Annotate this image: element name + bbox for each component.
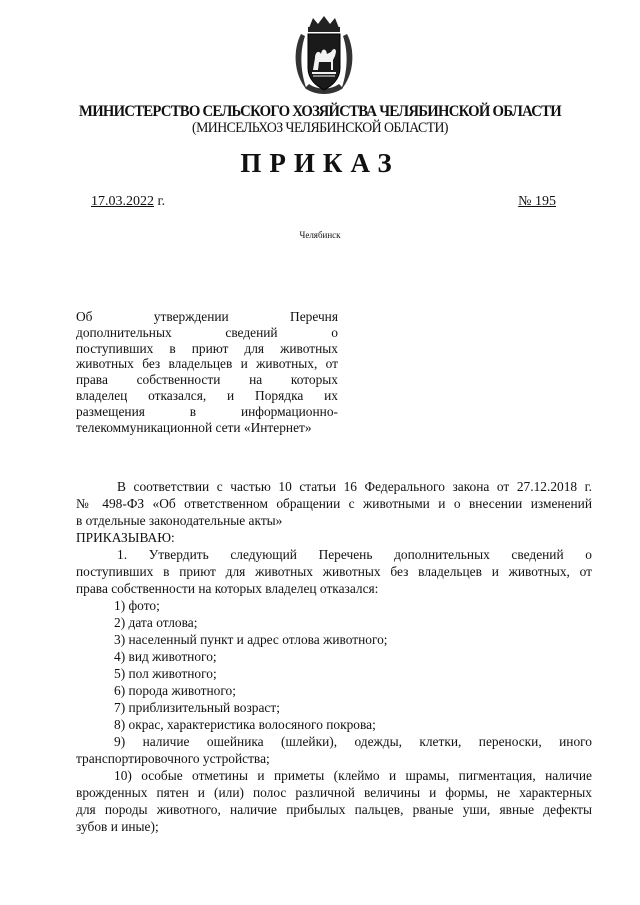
date-suffix: г. bbox=[154, 194, 166, 209]
list-item: 3) населенный пункт и адрес отлова животного; bbox=[114, 632, 388, 647]
subject-line: размещения в информационно- bbox=[76, 403, 338, 419]
paragraph-1-line: права собственности на которых владелец отказался: bbox=[76, 581, 379, 596]
list-item: 1) фото; bbox=[114, 598, 160, 613]
list-item: 6) порода животного; bbox=[114, 683, 236, 698]
date-value: 17.03.2022 bbox=[91, 194, 154, 209]
list-item-10-line: зубов и иные); bbox=[76, 819, 159, 834]
list-item-10-line: для породы животного, наличие прибылых пальцев, рваные уши, явные дефекты bbox=[76, 802, 592, 817]
order-subject bbox=[76, 309, 338, 435]
list-item-10-line: врожденных пятен и (или) полос различной величины и формы, не характерных bbox=[76, 785, 592, 800]
list-item-9-line: транспортировочного устройства; bbox=[76, 751, 270, 766]
paragraph-1-line: поступивших в приют для животных животных без владельцев и животных, от bbox=[76, 564, 592, 579]
document-date bbox=[91, 194, 165, 210]
document-number bbox=[518, 194, 556, 210]
paragraph-1-line: 1. Утвердить следующий Перечень дополнительных сведений о bbox=[117, 547, 592, 562]
list-item-10-line: 10) особые отметины и приметы (клеймо и шрамы, пигментация, наличие bbox=[114, 768, 592, 783]
preamble-line: № 498-ФЗ «Об ответственном обращении с животными и о внесении изменений bbox=[76, 496, 592, 511]
preamble-line: в отдельные законодательные акты» bbox=[76, 513, 283, 528]
ministry-name: МИНИСТЕРСТВО СЕЛЬСКОГО ХОЗЯЙСТВА ЧЕЛЯБИНСКОЙ ОБЛАСТИ bbox=[79, 103, 561, 120]
order-body bbox=[76, 478, 592, 835]
subject-line: телекоммуникационной сети «Интернет» bbox=[76, 419, 312, 435]
number-value: 195 bbox=[535, 194, 556, 209]
list-item-9-line: 9) наличие ошейника (шлейки), одежды, клетки, переноски, иного bbox=[114, 734, 592, 749]
subject-line: дополнительных сведений о bbox=[76, 324, 338, 340]
ministry-short-name: (МИНСЕЛЬХОЗ ЧЕЛЯБИНСКОЙ ОБЛАСТИ) bbox=[192, 120, 448, 136]
subject-line: Об утверждении Перечня bbox=[76, 309, 338, 324]
coat-of-arms-emblem bbox=[291, 14, 357, 98]
subject-line: животных без владельцев и животных, от bbox=[76, 356, 338, 372]
list-item: 5) пол животного; bbox=[114, 666, 217, 681]
preamble-line: В соответствии с частью 10 статьи 16 Федерального закона от 27.12.2018 г. bbox=[117, 479, 592, 494]
subject-line: владелец отказался, и Порядка их bbox=[76, 387, 338, 403]
city-name: Челябинск bbox=[299, 230, 341, 240]
document-type-title: ПРИКАЗ bbox=[240, 148, 400, 178]
number-prefix: № bbox=[518, 194, 535, 209]
list-item: 8) окрас, характеристика волосяного покрова; bbox=[114, 717, 376, 732]
list-item: 4) вид животного; bbox=[114, 649, 217, 664]
list-item: 7) приблизительный возраст; bbox=[114, 700, 280, 715]
subject-line: права собственности на которых bbox=[76, 372, 338, 388]
list-item: 2) дата отлова; bbox=[114, 615, 198, 630]
subject-line: поступивших в приют для животных bbox=[76, 340, 338, 356]
order-keyword: ПРИКАЗЫВАЮ: bbox=[76, 530, 175, 545]
